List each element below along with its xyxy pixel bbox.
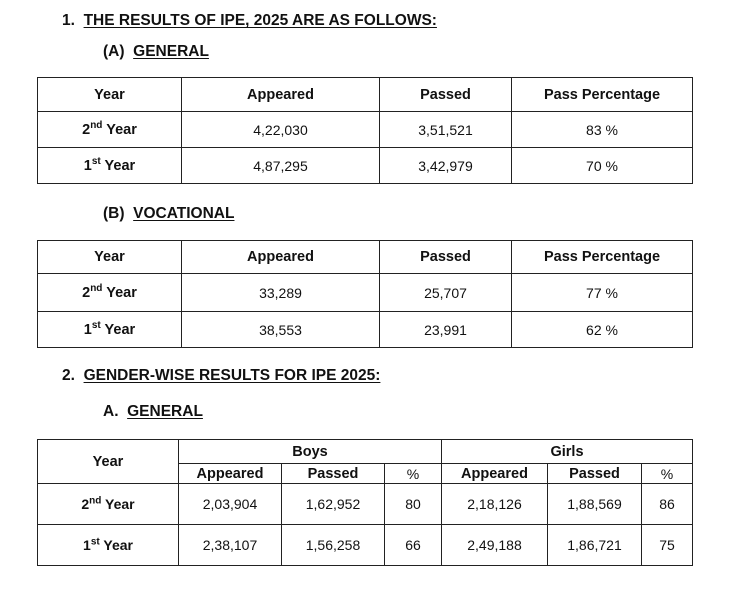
header-passed: Passed [380, 78, 512, 112]
year-cell: 1st Year [38, 148, 182, 184]
year-cell: 1st Year [38, 525, 179, 566]
vocational-subheading [103, 205, 234, 223]
vocational-results-table [37, 240, 693, 348]
appeared-cell: 33,289 [182, 274, 380, 312]
table-row [38, 274, 693, 312]
year-cell: 2nd Year [38, 112, 182, 148]
general-results-table [37, 77, 693, 184]
header-boys: Boys [179, 440, 442, 464]
boys-passed-cell: 1,56,258 [282, 525, 385, 566]
appeared-cell: 38,553 [182, 312, 380, 348]
table-header-row [38, 241, 693, 274]
table-row [38, 484, 693, 525]
header-boys-passed: Passed [282, 464, 385, 484]
year-cell: 1st Year [38, 312, 182, 348]
section-1-number: 1. [62, 12, 75, 29]
boys-appeared-cell: 2,38,107 [179, 525, 282, 566]
header-year: Year [38, 78, 182, 112]
appeared-cell: 4,22,030 [182, 112, 380, 148]
general-label: GENERAL [133, 43, 209, 60]
boys-percent-cell: 80 [385, 484, 442, 525]
header-appeared: Appeared [182, 241, 380, 274]
section-2-title: GENDER-WISE RESULTS FOR IPE 2025: [83, 367, 381, 384]
girls-appeared-cell: 2,18,126 [442, 484, 548, 525]
section-1-heading [62, 12, 437, 30]
table-row [38, 148, 693, 184]
passed-cell: 3,51,521 [380, 112, 512, 148]
boys-passed-cell: 1,62,952 [282, 484, 385, 525]
header-girls: Girls [442, 440, 693, 464]
year-cell: 2nd Year [38, 484, 179, 525]
year-cell: 2nd Year [38, 274, 182, 312]
general-subheading [103, 43, 209, 61]
section-1-title: THE RESULTS OF IPE, 2025 ARE AS FOLLOWS: [83, 12, 437, 29]
percentage-cell: 62 % [512, 312, 693, 348]
girls-passed-cell: 1,88,569 [548, 484, 642, 525]
girls-passed-cell: 1,86,721 [548, 525, 642, 566]
passed-cell: 3,42,979 [380, 148, 512, 184]
header-year: Year [38, 241, 182, 274]
header-passed: Passed [380, 241, 512, 274]
vocational-prefix: (B) [103, 205, 125, 222]
gender-general-prefix: A. [103, 403, 119, 420]
table-row [38, 112, 693, 148]
passed-cell: 25,707 [380, 274, 512, 312]
header-girls-percent: % [642, 464, 693, 484]
boys-appeared-cell: 2,03,904 [179, 484, 282, 525]
header-girls-passed: Passed [548, 464, 642, 484]
header-appeared: Appeared [182, 78, 380, 112]
girls-appeared-cell: 2,49,188 [442, 525, 548, 566]
table-row [38, 312, 693, 348]
percentage-cell: 83 % [512, 112, 693, 148]
appeared-cell: 4,87,295 [182, 148, 380, 184]
header-girls-appeared: Appeared [442, 464, 548, 484]
table-header-row [38, 78, 693, 112]
section-2-heading [62, 367, 380, 385]
header-pass-percentage: Pass Percentage [512, 78, 693, 112]
table-row [38, 525, 693, 566]
vocational-label: VOCATIONAL [133, 205, 235, 222]
header-pass-percentage: Pass Percentage [512, 241, 693, 274]
passed-cell: 23,991 [380, 312, 512, 348]
section-2-number: 2. [62, 367, 75, 384]
girls-percent-cell: 86 [642, 484, 693, 525]
header-boys-percent: % [385, 464, 442, 484]
boys-percent-cell: 66 [385, 525, 442, 566]
gender-wise-results-table [37, 439, 693, 566]
percentage-cell: 77 % [512, 274, 693, 312]
table-header-row [38, 440, 693, 464]
percentage-cell: 70 % [512, 148, 693, 184]
gender-general-subheading [103, 403, 203, 421]
general-prefix: (A) [103, 43, 125, 60]
gender-general-label: GENERAL [127, 403, 203, 420]
header-boys-appeared: Appeared [179, 464, 282, 484]
girls-percent-cell: 75 [642, 525, 693, 566]
header-year: Year [38, 440, 179, 484]
